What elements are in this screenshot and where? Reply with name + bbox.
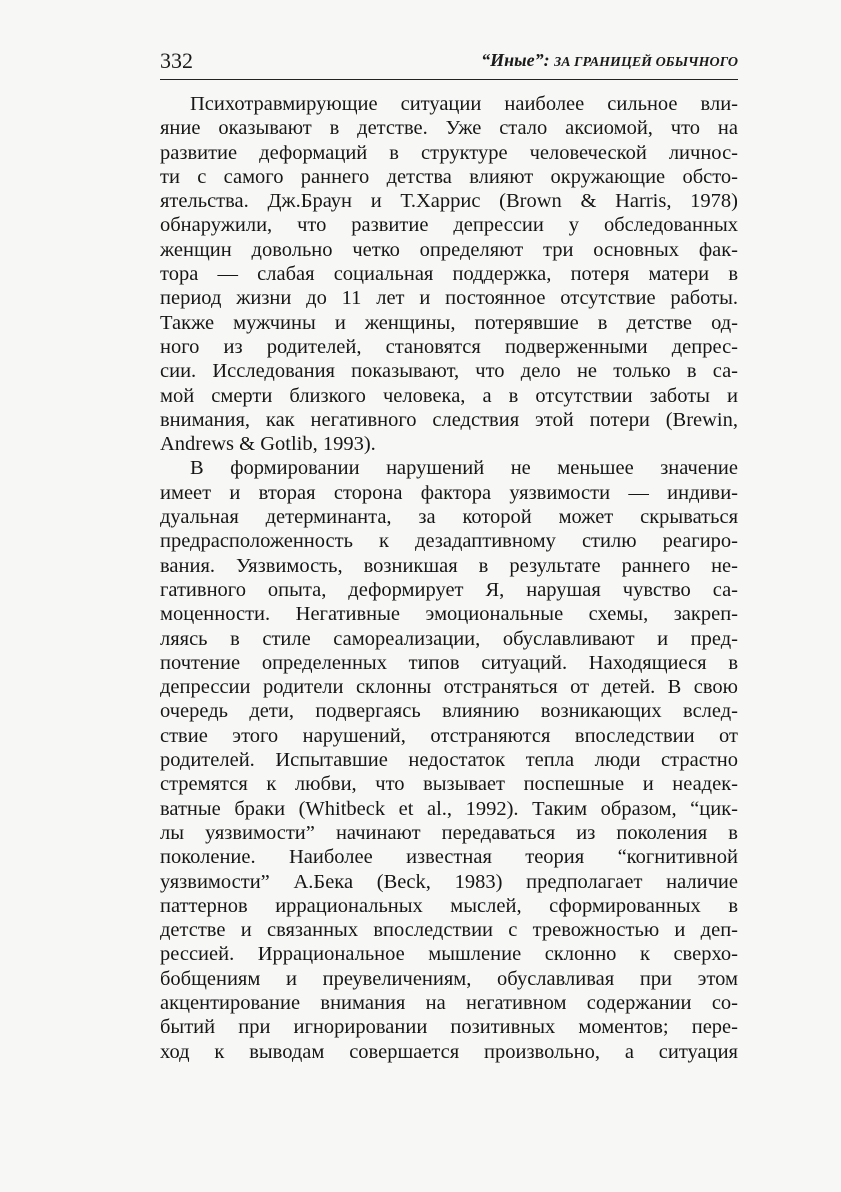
- running-title: [481, 50, 738, 71]
- text-line: моценности. Негативные эмоциональные схемы, закреп-: [160, 603, 738, 626]
- text-line: бобщениям и преувеличениям, обуславливая при этом: [160, 967, 738, 990]
- page-number: 332: [160, 48, 193, 73]
- text-line: рессией. Иррациональное мышление склонно к сверхо-: [160, 943, 738, 966]
- text-line: женщин довольно четко определяют три основных фак-: [160, 238, 738, 261]
- text-line: акцентирование внимания на негативном содержании со-: [160, 991, 738, 1014]
- text-line: лы уязвимости” начинают передаваться из поколения в: [160, 821, 738, 844]
- text-line: депрессии родители склонны отстраняться от детей. В свою: [160, 676, 738, 699]
- text-line: дуальная детерминанта, за которой может скрываться: [160, 506, 738, 529]
- text-line: вания. Уязвимость, возникшая в результате раннего не-: [160, 554, 738, 577]
- text-line: ти с самого раннего детства влияют окружающие обсто-: [160, 165, 738, 188]
- text-line: ход к выводам совершается произвольно, а ситуация: [160, 1040, 738, 1063]
- text-line: мой смерти близкого человека, а в отсутствии заботы и: [160, 384, 738, 407]
- text-line: обнаружили, что развитие депрессии у обследованных: [160, 214, 738, 237]
- text-line: тора — слабая социальная поддержка, потеря матери в: [160, 263, 738, 286]
- text-line: период жизни до 11 лет и постоянное отсутствие работы.: [160, 287, 738, 310]
- text-line: почтение определенных типов ситуаций. Находящиеся в: [160, 651, 738, 674]
- text-line: Andrews & Gotlib, 1993).: [160, 433, 376, 456]
- text-line: Также мужчины и женщины, потерявшие в детстве од-: [160, 311, 738, 334]
- text-line: имеет и вторая сторона фактора уязвимости — индиви-: [160, 481, 738, 504]
- header-rule: [160, 79, 738, 80]
- running-title-main: “Иные”:: [481, 50, 550, 70]
- text-line: сии. Исследования показывают, что дело не только в са-: [160, 360, 738, 383]
- running-head: [160, 46, 738, 76]
- body-text: [160, 92, 738, 1064]
- text-line: стремятся к любви, что вызывает поспешные и неадек-: [160, 773, 738, 796]
- text-line: ватные браки (Whitbeck et al., 1992). Таким образом, “цик-: [160, 797, 738, 820]
- text-line: В формировании нарушений не меньшее значение: [190, 457, 738, 480]
- text-line: поколение. Наиболее известная теория “когнитивной: [160, 846, 738, 869]
- text-line: родителей. Испытавшие недостаток тепла люди страстно: [160, 749, 738, 772]
- text-line: бытий при игнорировании позитивных моментов; пере-: [160, 1016, 738, 1039]
- text-line: гативного опыта, деформирует Я, нарушая чувство са-: [160, 578, 738, 601]
- text-line: развитие деформаций в структуре человеческой личнос-: [160, 141, 738, 164]
- text-line: паттернов иррациональных мыслей, сформированных в: [160, 894, 738, 917]
- text-line: предрасположенность к дезадаптивному стилю реагиро-: [160, 530, 738, 553]
- text-line: ного из родителей, становятся подверженными депрес-: [160, 335, 738, 358]
- text-line: очередь дети, подвергаясь влиянию возникающих вслед-: [160, 700, 738, 723]
- text-line: детстве и связанных впоследствии с тревожностью и деп-: [160, 919, 738, 942]
- text-line: Психотравмирующие ситуации наиболее сильное вли-: [190, 93, 738, 115]
- text-line: уязвимости” А.Бека (Beck, 1983) предполагает наличие: [160, 870, 738, 893]
- running-title-rest: ЗА ГРАНИЦЕЙ ОБЫЧНОГО: [554, 55, 738, 70]
- text-line: ятельства. Дж.Браун и Т.Харрис (Brown & Harris, 1978): [160, 190, 738, 213]
- text-line: яние оказывают в детстве. Уже стало аксиомой, что на: [160, 117, 738, 140]
- text-line: внимания, как негативного следствия этой потери (Brewin,: [160, 408, 738, 431]
- text-line: ствие этого нарушений, отстраняются впоследствии от: [160, 724, 738, 747]
- text-line: ляясь в стиле самореализации, обуславливают и пред-: [160, 627, 738, 650]
